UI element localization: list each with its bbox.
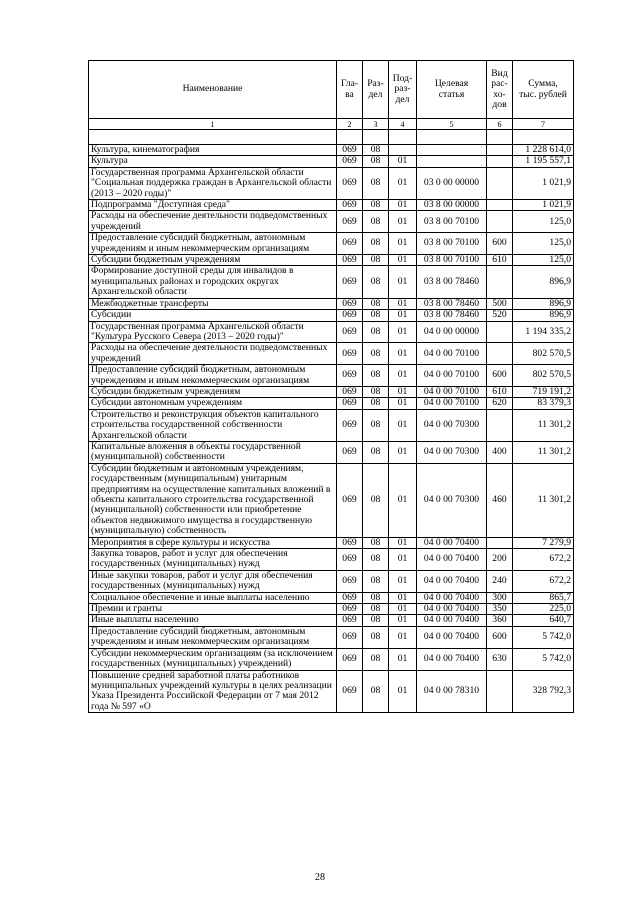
cell-razdel: 08 <box>363 398 389 409</box>
cell-podrazdel <box>389 145 417 156</box>
cell-podrazdel: 01 <box>389 570 417 592</box>
header-razdel: Раз- дел <box>363 61 389 119</box>
column-number: 6 <box>487 119 513 130</box>
cell-target-article: 04 0 00 70400 <box>417 570 487 592</box>
cell-name: Формирование доступной среды для инвалидов в муниципальных районах и городских округах Архангельской области <box>89 266 337 298</box>
cell-glava: 069 <box>337 365 363 387</box>
cell-glava: 069 <box>337 321 363 343</box>
table-row <box>89 145 574 156</box>
cell-expense-type: 600 <box>487 626 513 648</box>
table-row <box>89 549 574 571</box>
cell-sum: 672,2 <box>513 549 574 571</box>
table-row <box>89 409 574 441</box>
cell-podrazdel: 01 <box>389 310 417 321</box>
column-number: 4 <box>389 119 417 130</box>
header-glava: Гла- ва <box>337 61 363 119</box>
budget-table <box>88 60 574 713</box>
cell-razdel: 08 <box>363 321 389 343</box>
cell-razdel: 08 <box>363 626 389 648</box>
cell-sum: 640,7 <box>513 615 574 626</box>
cell-razdel: 08 <box>363 298 389 309</box>
cell-razdel: 08 <box>363 570 389 592</box>
header-expense-type: Вид рас- хо- дов <box>487 61 513 119</box>
cell-glava: 069 <box>337 211 363 233</box>
column-number: 2 <box>337 119 363 130</box>
cell-glava: 069 <box>337 626 363 648</box>
cell-glava: 069 <box>337 537 363 548</box>
table-body <box>89 130 574 713</box>
cell-podrazdel: 01 <box>389 255 417 266</box>
cell-target-article: 03 8 00 78460 <box>417 266 487 298</box>
cell-name: Предоставление субсидий бюджетным, автономным учреждениям и иным некоммерческим организациям <box>89 233 337 255</box>
cell-expense-type <box>487 211 513 233</box>
cell-name: Расходы на обеспечение деятельности подведомственных учреждений <box>89 343 337 365</box>
cell-glava: 069 <box>337 592 363 603</box>
table-row <box>89 604 574 615</box>
cell-razdel: 08 <box>363 615 389 626</box>
cell-sum: 5 742,0 <box>513 648 574 670</box>
table-row <box>89 386 574 397</box>
cell-podrazdel: 01 <box>389 670 417 713</box>
cell-target-article: 04 0 00 70100 <box>417 386 487 397</box>
cell-razdel: 08 <box>363 255 389 266</box>
cell-name: Строительство и реконструкция объектов капитального строительства государственной собственности Архангельской области <box>89 409 337 441</box>
table-row <box>89 365 574 387</box>
cell-sum: 7 279,9 <box>513 537 574 548</box>
cell-target-article: 04 0 00 70300 <box>417 441 487 463</box>
cell-name: Субсидии бюджетным и автономным учреждениям, государственным (муниципальным) унитарным предприятиям на осуществление капитальных вложений в объекты капитального строительства государственной (муниципальной) собственности или приобретение объектов недвижимого имущества в государственную (муниципальную) собственность <box>89 463 337 537</box>
cell-expense-type: 610 <box>487 255 513 266</box>
cell-sum: 125,0 <box>513 233 574 255</box>
table-row <box>89 167 574 199</box>
cell-name: Повышение средней заработной платы работников муниципальных учреждений культуры в целях реализации Указа Президента Российской Федерации от 7 мая 2012 года № 597 «О <box>89 670 337 713</box>
cell-sum: 896,9 <box>513 266 574 298</box>
cell-target-article: 04 0 00 70300 <box>417 409 487 441</box>
cell-target-article <box>417 156 487 167</box>
cell-sum: 1 021,9 <box>513 167 574 199</box>
cell-podrazdel: 01 <box>389 365 417 387</box>
cell-glava: 069 <box>337 200 363 211</box>
table-row <box>89 615 574 626</box>
cell-name: Межбюджетные трансферты <box>89 298 337 309</box>
cell-name: Иные выплаты населению <box>89 615 337 626</box>
cell-glava: 069 <box>337 255 363 266</box>
cell-razdel: 08 <box>363 549 389 571</box>
cell-sum: 125,0 <box>513 211 574 233</box>
cell-glava: 069 <box>337 615 363 626</box>
cell-podrazdel: 01 <box>389 648 417 670</box>
cell-name: Социальное обеспечение и иные выплаты населению <box>89 592 337 603</box>
cell-glava: 069 <box>337 441 363 463</box>
cell-target-article: 03 0 00 00000 <box>417 167 487 199</box>
cell-target-article: 04 0 00 70100 <box>417 365 487 387</box>
cell-expense-type <box>487 670 513 713</box>
cell-target-article: 03 8 00 70100 <box>417 255 487 266</box>
cell-podrazdel: 01 <box>389 592 417 603</box>
cell-expense-type: 630 <box>487 648 513 670</box>
cell-glava: 069 <box>337 463 363 537</box>
table-row <box>89 398 574 409</box>
cell-sum: 5 742,0 <box>513 626 574 648</box>
cell-glava: 069 <box>337 570 363 592</box>
cell-expense-type <box>487 537 513 548</box>
cell-razdel: 08 <box>363 592 389 603</box>
cell-name: Субсидии бюджетным учреждениям <box>89 255 337 266</box>
cell-expense-type: 460 <box>487 463 513 537</box>
cell-target-article: 04 0 00 78310 <box>417 670 487 713</box>
table-row <box>89 592 574 603</box>
cell-razdel: 08 <box>363 386 389 397</box>
cell-razdel: 08 <box>363 343 389 365</box>
cell-sum: 1 195 557,1 <box>513 156 574 167</box>
cell-name: Предоставление субсидий бюджетным, автономным учреждениям и иным некоммерческим организациям <box>89 626 337 648</box>
column-number-row <box>89 119 574 130</box>
cell-glava: 069 <box>337 604 363 615</box>
cell-name: Государственная программа Архангельской области "Культура Русского Севера (2013 – 2020 годы)" <box>89 321 337 343</box>
cell-name: Государственная программа Архангельской области "Социальная поддержка граждан в Архангельской области (2013 – 2020 годы)" <box>89 167 337 199</box>
table-row <box>89 211 574 233</box>
cell-razdel: 08 <box>363 156 389 167</box>
cell-name: Субсидии некоммерческим организациям (за исключением государственных (муниципальных) учреждений) <box>89 648 337 670</box>
cell-name: Субсидии <box>89 310 337 321</box>
cell-name: Иные закупки товаров, работ и услуг для обеспечения государственных (муниципальных) нужд <box>89 570 337 592</box>
cell-expense-type: 400 <box>487 441 513 463</box>
table-row <box>89 343 574 365</box>
cell-podrazdel: 01 <box>389 343 417 365</box>
cell-name: Подпрограмма "Доступная среда" <box>89 200 337 211</box>
cell-sum: 896,9 <box>513 298 574 309</box>
cell-name: Премии и гранты <box>89 604 337 615</box>
column-number: 5 <box>417 119 487 130</box>
cell-sum: 328 792,3 <box>513 670 574 713</box>
cell-podrazdel: 01 <box>389 266 417 298</box>
cell-expense-type: 240 <box>487 570 513 592</box>
cell-name: Закупка товаров, работ и услуг для обеспечения государственных (муниципальных) нужд <box>89 549 337 571</box>
cell-glava: 069 <box>337 648 363 670</box>
cell-target-article: 04 0 00 70100 <box>417 398 487 409</box>
cell-razdel: 08 <box>363 233 389 255</box>
cell-razdel: 08 <box>363 441 389 463</box>
cell-expense-type: 600 <box>487 365 513 387</box>
cell-podrazdel: 01 <box>389 298 417 309</box>
cell-sum: 11 301,2 <box>513 409 574 441</box>
cell-razdel: 08 <box>363 409 389 441</box>
cell-target-article: 04 0 00 70100 <box>417 343 487 365</box>
cell-sum: 865,7 <box>513 592 574 603</box>
cell-podrazdel: 01 <box>389 386 417 397</box>
cell-expense-type <box>487 156 513 167</box>
header-row <box>89 61 574 119</box>
column-number: 1 <box>89 119 337 130</box>
table-row <box>89 441 574 463</box>
cell-target-article: 04 0 00 70300 <box>417 463 487 537</box>
table-row <box>89 321 574 343</box>
cell-sum: 125,0 <box>513 255 574 266</box>
cell-expense-type: 600 <box>487 233 513 255</box>
table-row <box>89 298 574 309</box>
cell-sum: 225,0 <box>513 604 574 615</box>
cell-expense-type <box>487 409 513 441</box>
cell-podrazdel: 01 <box>389 626 417 648</box>
cell-target-article: 03 8 00 00000 <box>417 200 487 211</box>
table-row <box>89 156 574 167</box>
cell-razdel: 08 <box>363 670 389 713</box>
cell-razdel: 08 <box>363 604 389 615</box>
cell-podrazdel: 01 <box>389 398 417 409</box>
column-number: 3 <box>363 119 389 130</box>
table-row <box>89 255 574 266</box>
table-row <box>89 266 574 298</box>
cell-target-article: 04 0 00 70400 <box>417 537 487 548</box>
cell-sum: 11 301,2 <box>513 463 574 537</box>
cell-podrazdel: 01 <box>389 615 417 626</box>
table-row <box>89 570 574 592</box>
cell-expense-type <box>487 200 513 211</box>
cell-sum: 1 228 614,0 <box>513 145 574 156</box>
cell-glava: 069 <box>337 670 363 713</box>
cell-podrazdel: 01 <box>389 441 417 463</box>
cell-target-article: 03 8 00 70100 <box>417 211 487 233</box>
cell-podrazdel: 01 <box>389 463 417 537</box>
cell-sum: 802 570,5 <box>513 343 574 365</box>
table-row <box>89 463 574 537</box>
cell-podrazdel: 01 <box>389 156 417 167</box>
cell-target-article: 04 0 00 70400 <box>417 648 487 670</box>
cell-target-article: 04 0 00 00000 <box>417 321 487 343</box>
header-sum: Сумма, тыс. рублей <box>513 61 574 119</box>
cell-target-article <box>417 145 487 156</box>
cell-razdel: 08 <box>363 648 389 670</box>
cell-razdel: 08 <box>363 266 389 298</box>
cell-name: Культура <box>89 156 337 167</box>
spacer-row <box>89 130 574 145</box>
cell-podrazdel: 01 <box>389 233 417 255</box>
cell-sum: 896,9 <box>513 310 574 321</box>
cell-sum: 802 570,5 <box>513 365 574 387</box>
cell-expense-type <box>487 266 513 298</box>
cell-expense-type <box>487 145 513 156</box>
cell-sum: 719 191,2 <box>513 386 574 397</box>
cell-glava: 069 <box>337 343 363 365</box>
cell-target-article: 04 0 00 70400 <box>417 626 487 648</box>
cell-expense-type: 620 <box>487 398 513 409</box>
cell-razdel: 08 <box>363 310 389 321</box>
cell-target-article: 03 8 00 70100 <box>417 233 487 255</box>
cell-sum: 11 301,2 <box>513 441 574 463</box>
header-podrazdel: Под- раз- дел <box>389 61 417 119</box>
cell-sum: 83 379,3 <box>513 398 574 409</box>
cell-name: Субсидии автономным учреждениям <box>89 398 337 409</box>
cell-target-article: 04 0 00 70400 <box>417 549 487 571</box>
cell-name: Культура, кинематография <box>89 145 337 156</box>
cell-glava: 069 <box>337 386 363 397</box>
cell-razdel: 08 <box>363 365 389 387</box>
cell-name: Предоставление субсидий бюджетным, автономным учреждениям и иным некоммерческим организациям <box>89 365 337 387</box>
table-row <box>89 200 574 211</box>
cell-expense-type: 200 <box>487 549 513 571</box>
cell-expense-type: 360 <box>487 615 513 626</box>
cell-expense-type: 500 <box>487 298 513 309</box>
cell-glava: 069 <box>337 233 363 255</box>
cell-podrazdel: 01 <box>389 200 417 211</box>
cell-podrazdel: 01 <box>389 549 417 571</box>
cell-expense-type: 350 <box>487 604 513 615</box>
cell-razdel: 08 <box>363 211 389 233</box>
header-name: Наименование <box>89 61 337 119</box>
page-number: 28 <box>315 872 325 883</box>
table-row <box>89 648 574 670</box>
cell-glava: 069 <box>337 310 363 321</box>
cell-sum: 672,2 <box>513 570 574 592</box>
cell-podrazdel: 01 <box>389 604 417 615</box>
cell-glava: 069 <box>337 409 363 441</box>
cell-glava: 069 <box>337 549 363 571</box>
cell-expense-type <box>487 343 513 365</box>
cell-name: Субсидии бюджетным учреждениям <box>89 386 337 397</box>
cell-name: Расходы на обеспечение деятельности подведомственных учреждений <box>89 211 337 233</box>
cell-expense-type: 610 <box>487 386 513 397</box>
cell-glava: 069 <box>337 145 363 156</box>
cell-razdel: 08 <box>363 145 389 156</box>
cell-target-article: 03 8 00 78460 <box>417 310 487 321</box>
cell-razdel: 08 <box>363 200 389 211</box>
cell-expense-type: 300 <box>487 592 513 603</box>
cell-name: Капитальные вложения в объекты государственной (муниципальной) собственности <box>89 441 337 463</box>
cell-target-article: 04 0 00 70400 <box>417 615 487 626</box>
cell-podrazdel: 01 <box>389 409 417 441</box>
table-row <box>89 310 574 321</box>
cell-glava: 069 <box>337 167 363 199</box>
cell-target-article: 04 0 00 70400 <box>417 604 487 615</box>
table-row <box>89 670 574 713</box>
cell-expense-type <box>487 321 513 343</box>
cell-glava: 069 <box>337 156 363 167</box>
cell-sum: 1 021,9 <box>513 200 574 211</box>
cell-expense-type <box>487 167 513 199</box>
column-number: 7 <box>513 119 574 130</box>
cell-glava: 069 <box>337 298 363 309</box>
cell-name: Мероприятия в сфере культуры и искусства <box>89 537 337 548</box>
cell-podrazdel: 01 <box>389 211 417 233</box>
cell-podrazdel: 01 <box>389 537 417 548</box>
cell-glava: 069 <box>337 266 363 298</box>
cell-sum: 1 194 335,2 <box>513 321 574 343</box>
cell-podrazdel: 01 <box>389 321 417 343</box>
cell-expense-type: 520 <box>487 310 513 321</box>
cell-podrazdel: 01 <box>389 167 417 199</box>
cell-razdel: 08 <box>363 167 389 199</box>
cell-target-article: 04 0 00 70400 <box>417 592 487 603</box>
cell-razdel: 08 <box>363 463 389 537</box>
cell-glava: 069 <box>337 398 363 409</box>
table-row <box>89 537 574 548</box>
cell-target-article: 03 8 00 78460 <box>417 298 487 309</box>
cell-razdel: 08 <box>363 537 389 548</box>
table-row <box>89 626 574 648</box>
table-row <box>89 233 574 255</box>
header-target-article: Целевая статья <box>417 61 487 119</box>
